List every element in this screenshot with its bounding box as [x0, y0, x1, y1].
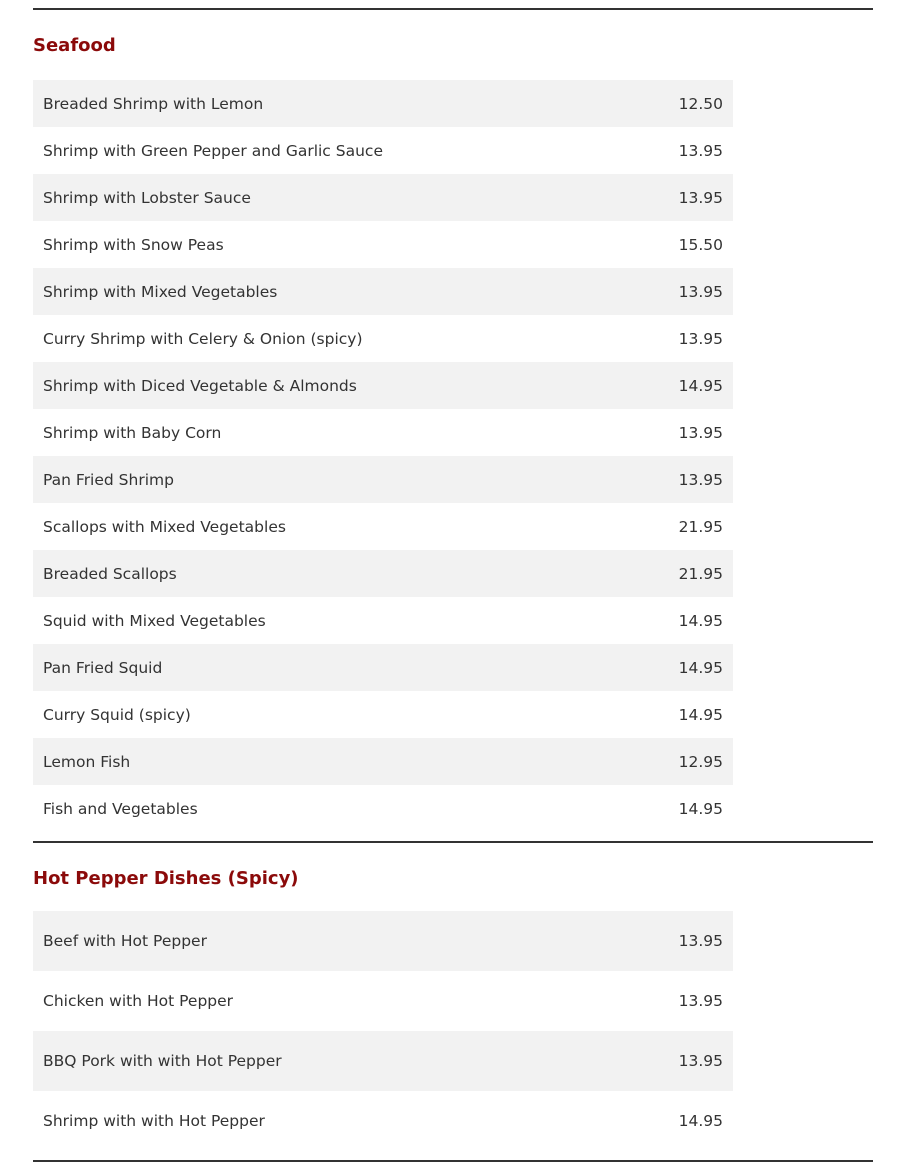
menu-item-price: 15.50	[633, 221, 733, 268]
menu-item-price: 21.95	[633, 550, 733, 597]
menu-item-row	[33, 911, 733, 971]
menu-item-row	[33, 1031, 733, 1091]
menu-item-price: 13.95	[633, 456, 733, 503]
menu-item-name: Shrimp with Baby Corn	[33, 409, 633, 456]
menu-item-row	[33, 503, 733, 550]
section-title-seafood: Seafood	[33, 35, 116, 56]
menu-item-row	[33, 691, 733, 738]
menu-item-price: 12.50	[633, 80, 733, 127]
menu-item-name: Fish and Vegetables	[33, 785, 633, 832]
menu-item-row	[33, 80, 733, 127]
menu-item-price: 13.95	[633, 1031, 733, 1091]
menu-item-price: 21.95	[633, 503, 733, 550]
menu-table-hot-pepper	[33, 911, 733, 1151]
menu-item-row	[33, 268, 733, 315]
menu-item-row	[33, 362, 733, 409]
menu-item-row	[33, 644, 733, 691]
menu-item-row	[33, 456, 733, 503]
menu-item-price: 14.95	[633, 691, 733, 738]
menu-item-name: Squid with Mixed Vegetables	[33, 597, 633, 644]
menu-item-row	[33, 550, 733, 597]
menu-item-price: 14.95	[633, 644, 733, 691]
menu-item-price: 12.95	[633, 738, 733, 785]
menu-item-name: Lemon Fish	[33, 738, 633, 785]
section-title-hot-pepper: Hot Pepper Dishes (Spicy)	[33, 868, 299, 889]
menu-item-row	[33, 315, 733, 362]
menu-item-price: 13.95	[633, 971, 733, 1031]
menu-item-row	[33, 971, 733, 1031]
menu-item-price: 13.95	[633, 911, 733, 971]
menu-item-name: Pan Fried Shrimp	[33, 456, 633, 503]
menu-item-price: 13.95	[633, 409, 733, 456]
menu-item-row	[33, 1091, 733, 1151]
menu-item-row	[33, 221, 733, 268]
menu-item-name: Shrimp with Diced Vegetable & Almonds	[33, 362, 633, 409]
section-divider	[33, 1160, 873, 1162]
menu-item-price: 14.95	[633, 362, 733, 409]
menu-item-name: Beef with Hot Pepper	[33, 911, 633, 971]
menu-item-row	[33, 597, 733, 644]
menu-item-price: 13.95	[633, 315, 733, 362]
menu-item-row	[33, 127, 733, 174]
menu-item-price: 14.95	[633, 785, 733, 832]
menu-item-name: Breaded Scallops	[33, 550, 633, 597]
menu-item-name: Curry Squid (spicy)	[33, 691, 633, 738]
menu-item-price: 14.95	[633, 597, 733, 644]
menu-item-row	[33, 174, 733, 221]
menu-item-name: Scallops with Mixed Vegetables	[33, 503, 633, 550]
menu-item-name: Curry Shrimp with Celery & Onion (spicy)	[33, 315, 633, 362]
menu-item-name: BBQ Pork with with Hot Pepper	[33, 1031, 633, 1091]
menu-item-price: 13.95	[633, 127, 733, 174]
menu-item-price: 13.95	[633, 268, 733, 315]
menu-item-row	[33, 785, 733, 832]
menu-item-price: 14.95	[633, 1091, 733, 1151]
menu-item-name: Breaded Shrimp with Lemon	[33, 80, 633, 127]
menu-table-seafood	[33, 80, 733, 832]
menu-item-name: Shrimp with Green Pepper and Garlic Sauce	[33, 127, 633, 174]
menu-item-row	[33, 409, 733, 456]
menu-item-row	[33, 738, 733, 785]
menu-item-name: Shrimp with with Hot Pepper	[33, 1091, 633, 1151]
section-divider	[33, 841, 873, 843]
menu-item-name: Pan Fried Squid	[33, 644, 633, 691]
menu-item-name: Shrimp with Snow Peas	[33, 221, 633, 268]
menu-page	[33, 0, 873, 1162]
menu-item-name: Chicken with Hot Pepper	[33, 971, 633, 1031]
menu-item-price: 13.95	[633, 174, 733, 221]
section-divider	[33, 8, 873, 10]
menu-item-name: Shrimp with Lobster Sauce	[33, 174, 633, 221]
menu-item-name: Shrimp with Mixed Vegetables	[33, 268, 633, 315]
